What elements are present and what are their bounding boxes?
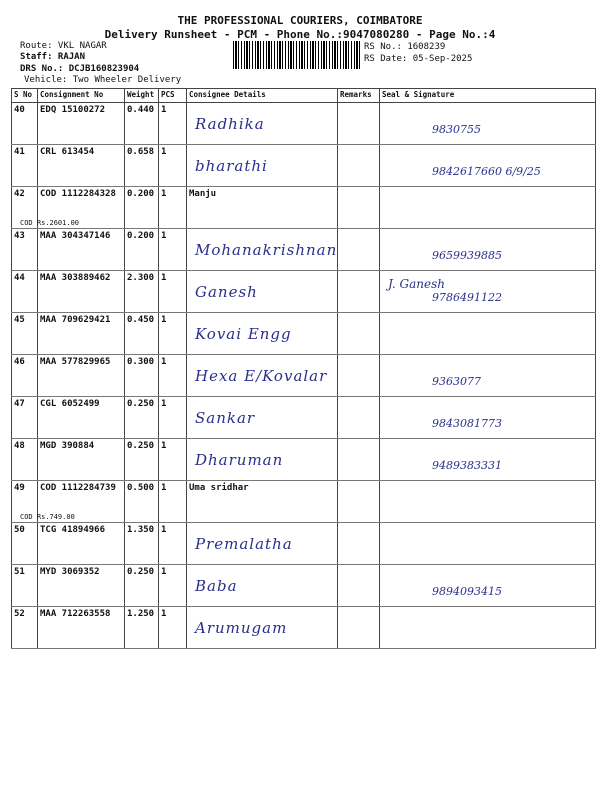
weight-cell (125, 271, 159, 313)
pcs-cell (159, 271, 187, 313)
col-pcs: PCS (159, 89, 187, 103)
pcs-cell (159, 397, 187, 439)
consignee-cell (187, 607, 338, 649)
signature-cell (380, 103, 596, 145)
signature-cell (380, 187, 596, 229)
consignment-cell (38, 523, 125, 565)
table-header-row (12, 89, 596, 103)
weight-cell-text: 1.350 (127, 525, 155, 535)
consignee-cell-text: Baba (195, 577, 238, 595)
signature-phone: 9894093415 (432, 585, 502, 598)
consignment-cell-text: COD 1112284739 (40, 483, 116, 493)
remarks-cell (338, 355, 380, 397)
weight-cell (125, 187, 159, 229)
consignment-cell (38, 145, 125, 187)
sno-cell-text: 41 (14, 147, 25, 157)
col-sno: S No (12, 89, 38, 103)
signature-cell (380, 565, 596, 607)
pcs-cell (159, 481, 187, 523)
pcs-cell-text: 1 (161, 609, 167, 619)
consignee-cell (187, 439, 338, 481)
pcs-cell (159, 439, 187, 481)
consignee-cell-text: bharathi (195, 157, 268, 175)
drs-number: DRS No.: DCJB160823904 (20, 64, 140, 74)
consignment-cell-text: MAA 709629421 (40, 315, 111, 325)
weight-cell (125, 607, 159, 649)
pcs-cell (159, 565, 187, 607)
table-row (12, 439, 596, 481)
sno-cell (12, 145, 38, 187)
pcs-cell (159, 523, 187, 565)
remarks-cell (338, 187, 380, 229)
remarks-cell (338, 313, 380, 355)
sno-cell (12, 103, 38, 145)
weight-cell (125, 103, 159, 145)
sno-cell (12, 355, 38, 397)
consignee-cell (187, 397, 338, 439)
sno-cell-text: 49 (14, 483, 25, 493)
weight-cell (125, 229, 159, 271)
signature-cell (380, 439, 596, 481)
consignment-cell (38, 313, 125, 355)
pcs-cell-text: 1 (161, 105, 167, 115)
weight-cell (125, 439, 159, 481)
consignment-cell (38, 229, 125, 271)
remarks-cell (338, 565, 380, 607)
weight-cell-text: 0.500 (127, 483, 155, 493)
pcs-cell (159, 355, 187, 397)
weight-cell (125, 565, 159, 607)
col-weight: Weight (125, 89, 159, 103)
cod-amount: COD Rs.749.00 (20, 513, 75, 521)
sno-cell-text: 52 (14, 609, 25, 619)
weight-cell-text: 0.658 (127, 147, 155, 157)
consignee-cell-text: Kovai Engg (195, 325, 292, 343)
sno-cell-text: 48 (14, 441, 25, 451)
consignment-cell-text: CRL 613454 (40, 147, 95, 157)
consignment-cell-text: MAA 303889462 (40, 273, 111, 283)
consignment-cell-text: MAA 304347146 (40, 231, 111, 241)
weight-cell-text: 0.440 (127, 105, 155, 115)
sno-cell (12, 313, 38, 355)
signature-cell (380, 229, 596, 271)
signature-cell (380, 481, 596, 523)
table-row (12, 565, 596, 607)
signature-phone: 9842617660 6/9/25 (432, 165, 541, 178)
weight-cell-text: 0.300 (127, 357, 155, 367)
rs-date: RS Date: 05-Sep-2025 (364, 54, 473, 64)
sno-cell (12, 271, 38, 313)
consignee-cell (187, 271, 338, 313)
remarks-cell (338, 607, 380, 649)
sno-cell-text: 43 (14, 231, 25, 241)
consignment-cell (38, 355, 125, 397)
consignment-cell (38, 607, 125, 649)
pcs-cell (159, 607, 187, 649)
consignee-cell (187, 229, 338, 271)
consignment-cell (38, 397, 125, 439)
consignment-cell-text: COD 1112284328 (40, 189, 116, 199)
table-row (12, 313, 596, 355)
weight-cell (125, 397, 159, 439)
remarks-cell (338, 523, 380, 565)
consignee-cell (187, 565, 338, 607)
consignee-cell-text: Manju (189, 189, 217, 199)
pcs-cell (159, 187, 187, 229)
consignee-cell-text: Ganesh (195, 283, 258, 301)
sno-cell (12, 439, 38, 481)
weight-cell-text: 2.300 (127, 273, 155, 283)
pcs-cell (159, 313, 187, 355)
weight-cell-text: 0.250 (127, 399, 155, 409)
remarks-cell (338, 145, 380, 187)
signature-cell (380, 397, 596, 439)
rs-number: RS No.: 1608239 (364, 42, 446, 52)
weight-cell-text: 0.250 (127, 441, 155, 451)
signature-phone: 9363077 (432, 375, 481, 388)
signature-cell (380, 523, 596, 565)
col-consignee: Consignee Details (187, 89, 338, 103)
barcode-icon (233, 41, 361, 69)
consignee-cell-text: Uma sridhar (189, 483, 249, 493)
pcs-cell-text: 1 (161, 399, 167, 409)
pcs-cell-text: 1 (161, 525, 167, 535)
staff-label: Staff: RAJAN (20, 52, 86, 62)
pcs-cell (159, 103, 187, 145)
col-remarks: Remarks (338, 89, 380, 103)
consignee-cell (187, 523, 338, 565)
signature-cell (380, 607, 596, 649)
sno-cell-text: 46 (14, 357, 25, 367)
sno-cell (12, 607, 38, 649)
weight-cell-text: 0.250 (127, 567, 155, 577)
pcs-cell-text: 1 (161, 441, 167, 451)
page-title: THE PROFESSIONAL COURIERS, COIMBATORE (177, 14, 423, 27)
signature-phone: 9786491122 (432, 291, 502, 304)
consignee-cell-text: Dharuman (195, 451, 284, 469)
table-row (12, 355, 596, 397)
weight-cell (125, 481, 159, 523)
consignee-cell-text: Radhika (195, 115, 265, 133)
table-row (12, 607, 596, 649)
col-consignment: Consignment No (38, 89, 125, 103)
table-row (12, 397, 596, 439)
pcs-cell (159, 229, 187, 271)
sno-cell (12, 523, 38, 565)
table-row (12, 271, 596, 313)
pcs-cell (159, 145, 187, 187)
signature-phone: 9830755 (432, 123, 481, 136)
consignee-cell-text: Arumugam (195, 619, 288, 637)
signature-cell (380, 355, 596, 397)
sno-cell-text: 40 (14, 105, 25, 115)
consignment-cell (38, 271, 125, 313)
consignee-cell (187, 355, 338, 397)
runsheet-table (11, 88, 596, 649)
sno-cell-text: 44 (14, 273, 25, 283)
table-row (12, 103, 596, 145)
consignment-cell-text: MYD 3069352 (40, 567, 100, 577)
runsheet-subtitle: Delivery Runsheet - PCM - Phone No.:9047080280 - Page No.:4 (104, 28, 496, 41)
consignee-cell (187, 313, 338, 355)
consignment-cell-text: MAA 577829965 (40, 357, 111, 367)
weight-cell (125, 313, 159, 355)
consignment-cell-text: MAA 712263558 (40, 609, 111, 619)
sno-cell (12, 397, 38, 439)
consignment-cell-text: CGL 6052499 (40, 399, 100, 409)
consignee-cell-text: Hexa E/Kovalar (195, 367, 328, 385)
remarks-cell (338, 103, 380, 145)
remarks-cell (338, 229, 380, 271)
consignment-cell (38, 565, 125, 607)
consignment-cell (38, 103, 125, 145)
consignee-cell (187, 145, 338, 187)
weight-cell (125, 355, 159, 397)
remarks-cell (338, 397, 380, 439)
vehicle-label: Vehicle: Two Wheeler Delivery (24, 75, 182, 85)
consignment-cell (38, 439, 125, 481)
weight-cell-text: 0.200 (127, 231, 155, 241)
sno-cell-text: 51 (14, 567, 25, 577)
consignment-cell-text: MGD 390884 (40, 441, 95, 451)
consignment-cell-text: TCG 41894966 (40, 525, 106, 535)
consignment-cell-text: EDQ 15100272 (40, 105, 106, 115)
pcs-cell-text: 1 (161, 147, 167, 157)
col-signature: Seal & Signature (380, 89, 596, 103)
table-row (12, 187, 596, 229)
remarks-cell (338, 271, 380, 313)
consignee-cell (187, 187, 338, 229)
sno-cell-text: 50 (14, 525, 25, 535)
signature-phone: 9843081773 (432, 417, 502, 430)
sno-cell-text: 45 (14, 315, 25, 325)
consignee-cell-text: Premalatha (195, 535, 293, 553)
signature-phone: 9659939885 (432, 249, 502, 262)
table-row (12, 145, 596, 187)
table-row (12, 481, 596, 523)
pcs-cell-text: 1 (161, 273, 167, 283)
pcs-cell-text: 1 (161, 357, 167, 367)
pcs-cell-text: 1 (161, 567, 167, 577)
consignment-cell (20, 481, 125, 523)
cod-amount: COD Rs.2601.00 (20, 219, 80, 227)
pcs-cell-text: 1 (161, 231, 167, 241)
pcs-cell-text: 1 (161, 483, 167, 493)
table-row (12, 229, 596, 271)
remarks-cell (338, 439, 380, 481)
signature-cell (380, 313, 596, 355)
sno-cell (12, 229, 38, 271)
pcs-cell-text: 1 (161, 315, 167, 325)
pcs-cell-text: 1 (161, 189, 167, 199)
table-row (12, 523, 596, 565)
route-label: Route: VKL NAGAR (20, 41, 107, 51)
weight-cell-text: 0.200 (127, 189, 155, 199)
sno-cell-text: 47 (14, 399, 25, 409)
sno-cell-text: 42 (14, 189, 25, 199)
weight-cell (125, 145, 159, 187)
signature-cell (380, 145, 596, 187)
consignee-cell-text: Sankar (195, 409, 256, 427)
weight-cell-text: 0.450 (127, 315, 155, 325)
signature-cell (380, 271, 596, 313)
consignee-cell-text: Mohanakrishnan (195, 241, 338, 259)
consignee-cell (187, 481, 338, 523)
signature-name: J. Ganesh (388, 277, 445, 291)
sno-cell (12, 565, 38, 607)
weight-cell (125, 523, 159, 565)
remarks-cell (338, 481, 380, 523)
signature-phone: 9489383331 (432, 459, 502, 472)
consignment-cell (20, 187, 125, 229)
consignee-cell (187, 103, 338, 145)
weight-cell-text: 1.250 (127, 609, 155, 619)
